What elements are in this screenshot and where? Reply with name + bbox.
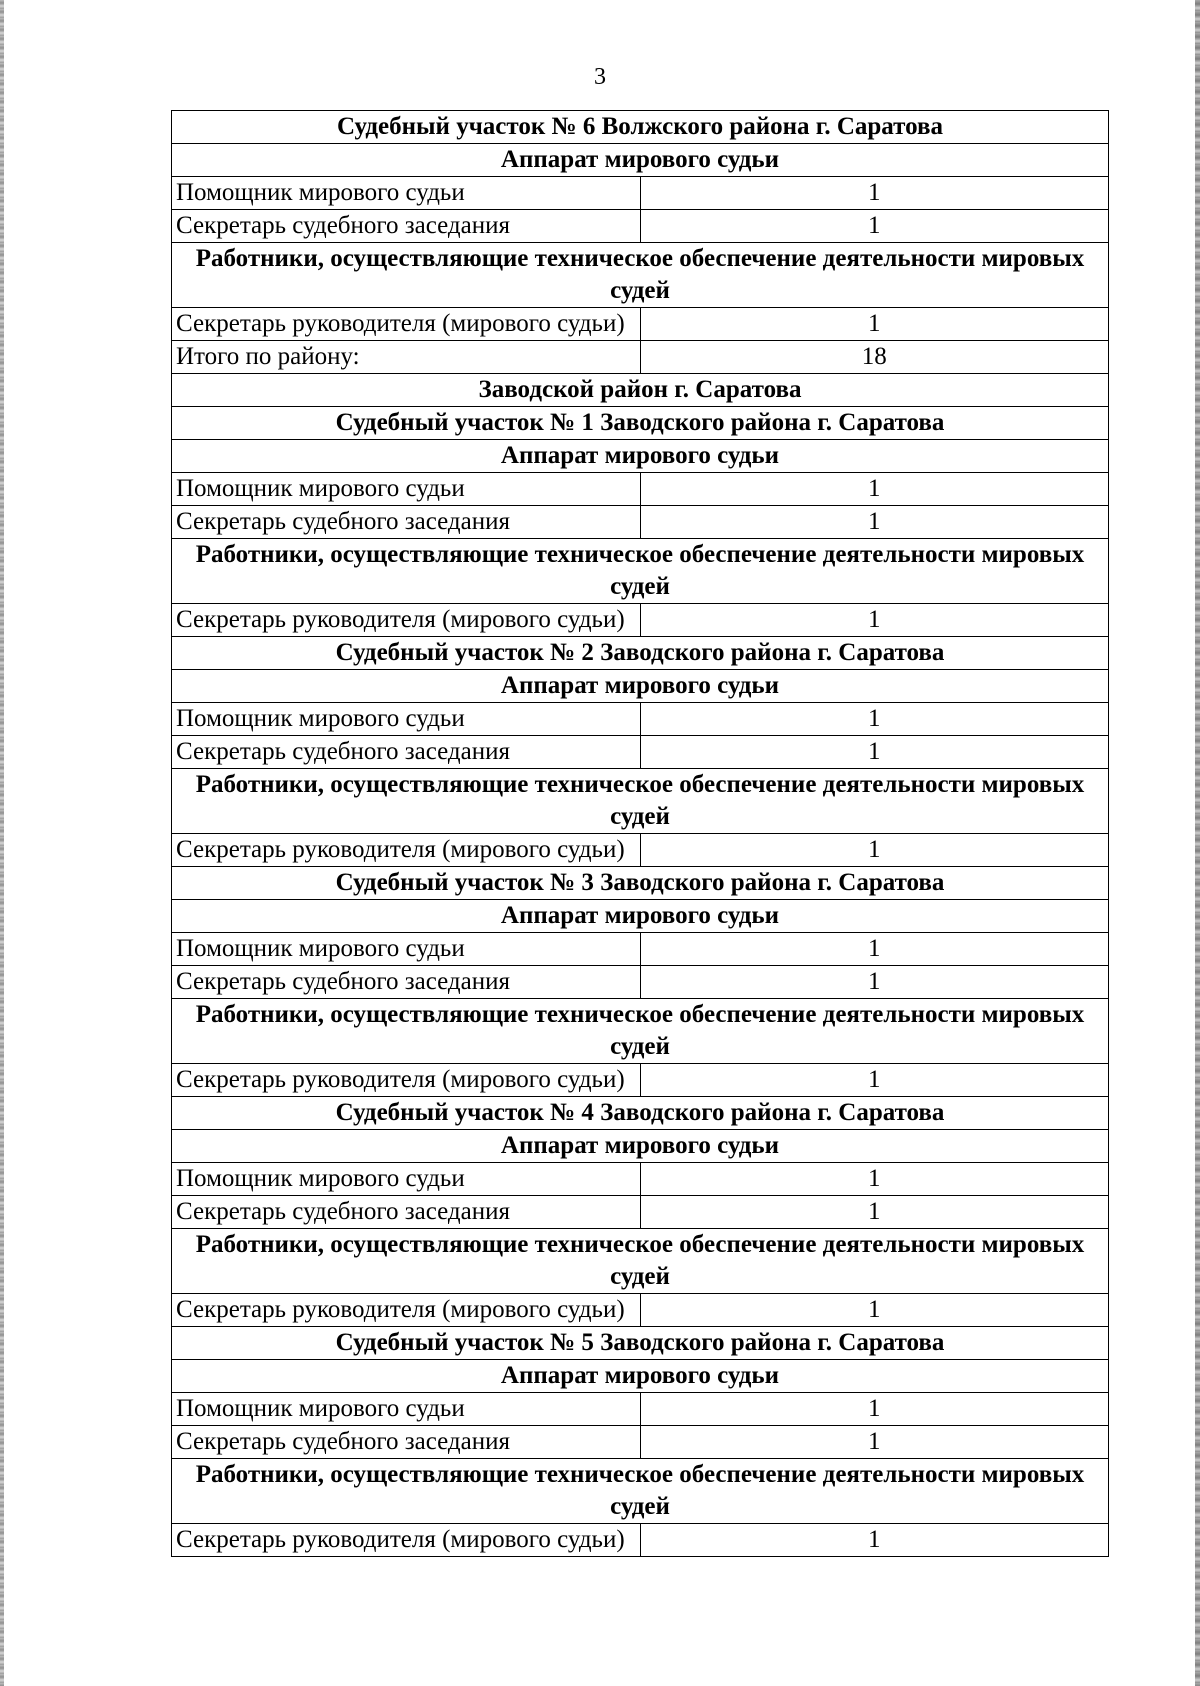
section-heading: Судебный участок № 1 Заводского района г. Саратова bbox=[172, 407, 1109, 440]
position-count: 1 bbox=[640, 966, 1109, 999]
position-label: Помощник мирового судьи bbox=[172, 933, 641, 966]
position-count: 1 bbox=[640, 1294, 1109, 1327]
position-label: Секретарь руководителя (мирового судьи) bbox=[172, 604, 641, 637]
table-row bbox=[172, 736, 1109, 769]
section-heading-row bbox=[172, 999, 1109, 1064]
position-count: 1 bbox=[640, 1064, 1109, 1097]
position-count: 1 bbox=[640, 703, 1109, 736]
position-label: Секретарь руководителя (мирового судьи) bbox=[172, 1294, 641, 1327]
section-heading-row bbox=[172, 1229, 1109, 1294]
position-label: Итого по району: bbox=[172, 341, 641, 374]
section-heading-row bbox=[172, 407, 1109, 440]
table-row bbox=[172, 473, 1109, 506]
table-row bbox=[172, 506, 1109, 539]
section-heading-row bbox=[172, 1130, 1109, 1163]
section-heading: Судебный участок № 2 Заводского района г. Саратова bbox=[172, 637, 1109, 670]
section-heading: Аппарат мирового судьи bbox=[172, 670, 1109, 703]
position-label: Секретарь судебного заседания bbox=[172, 736, 641, 769]
section-heading-row bbox=[172, 1459, 1109, 1524]
table-row bbox=[172, 1393, 1109, 1426]
scan-edge-right bbox=[1195, 0, 1200, 1686]
section-heading-row bbox=[172, 900, 1109, 933]
section-heading-row bbox=[172, 1327, 1109, 1360]
section-heading: Аппарат мирового судьи bbox=[172, 440, 1109, 473]
position-label: Секретарь руководителя (мирового судьи) bbox=[172, 834, 641, 867]
position-count: 1 bbox=[640, 473, 1109, 506]
position-label: Секретарь судебного заседания bbox=[172, 966, 641, 999]
section-heading: Заводской район г. Саратова bbox=[172, 374, 1109, 407]
table-row bbox=[172, 933, 1109, 966]
position-label: Помощник мирового судьи bbox=[172, 177, 641, 210]
position-label: Секретарь руководителя (мирового судьи) bbox=[172, 1524, 641, 1557]
section-heading: Судебный участок № 4 Заводского района г. Саратова bbox=[172, 1097, 1109, 1130]
position-count: 1 bbox=[640, 933, 1109, 966]
section-heading-row bbox=[172, 440, 1109, 473]
section-heading: Работники, осуществляющие техническое обеспечение деятельности мировых судей bbox=[172, 539, 1109, 604]
staff-table-body bbox=[172, 111, 1109, 1557]
section-heading: Аппарат мирового судьи bbox=[172, 1130, 1109, 1163]
table-row bbox=[172, 341, 1109, 374]
position-label: Помощник мирового судьи bbox=[172, 703, 641, 736]
section-heading: Аппарат мирового судьи bbox=[172, 1360, 1109, 1393]
position-label: Помощник мирового судьи bbox=[172, 473, 641, 506]
position-count: 1 bbox=[640, 1163, 1109, 1196]
page-number: 3 bbox=[594, 64, 606, 90]
table-row bbox=[172, 1064, 1109, 1097]
position-count: 1 bbox=[640, 1196, 1109, 1229]
section-heading: Работники, осуществляющие техническое обеспечение деятельности мировых судей bbox=[172, 999, 1109, 1064]
section-heading-row bbox=[172, 243, 1109, 308]
position-label: Помощник мирового судьи bbox=[172, 1393, 641, 1426]
position-count: 1 bbox=[640, 834, 1109, 867]
table-row bbox=[172, 1196, 1109, 1229]
table-row bbox=[172, 703, 1109, 736]
position-count: 1 bbox=[640, 177, 1109, 210]
section-heading-row bbox=[172, 670, 1109, 703]
section-heading-row bbox=[172, 374, 1109, 407]
section-heading: Судебный участок № 5 Заводского района г. Саратова bbox=[172, 1327, 1109, 1360]
table-row bbox=[172, 177, 1109, 210]
staff-table bbox=[171, 110, 1109, 1557]
table-row bbox=[172, 1294, 1109, 1327]
section-heading: Судебный участок № 3 Заводского района г. Саратова bbox=[172, 867, 1109, 900]
section-heading-row bbox=[172, 539, 1109, 604]
table-row bbox=[172, 1163, 1109, 1196]
section-heading-row bbox=[172, 769, 1109, 834]
position-count: 1 bbox=[640, 210, 1109, 243]
section-heading-row bbox=[172, 144, 1109, 177]
position-count: 1 bbox=[640, 1393, 1109, 1426]
position-label: Секретарь руководителя (мирового судьи) bbox=[172, 1064, 641, 1097]
table-row bbox=[172, 308, 1109, 341]
section-heading: Аппарат мирового судьи bbox=[172, 900, 1109, 933]
position-label: Секретарь судебного заседания bbox=[172, 210, 641, 243]
table-row bbox=[172, 210, 1109, 243]
scan-edge-left bbox=[0, 0, 4, 1686]
position-count: 1 bbox=[640, 1524, 1109, 1557]
section-heading: Судебный участок № 6 Волжского района г. Саратова bbox=[172, 111, 1109, 144]
table-row bbox=[172, 604, 1109, 637]
position-label: Помощник мирового судьи bbox=[172, 1163, 641, 1196]
section-heading-row bbox=[172, 1360, 1109, 1393]
position-count: 1 bbox=[640, 736, 1109, 769]
table-row bbox=[172, 834, 1109, 867]
section-heading: Работники, осуществляющие техническое обеспечение деятельности мировых судей bbox=[172, 1459, 1109, 1524]
position-count: 1 bbox=[640, 1426, 1109, 1459]
position-label: Секретарь судебного заседания bbox=[172, 506, 641, 539]
section-heading: Работники, осуществляющие техническое обеспечение деятельности мировых судей bbox=[172, 1229, 1109, 1294]
table-row bbox=[172, 1524, 1109, 1557]
position-count: 18 bbox=[640, 341, 1109, 374]
position-label: Секретарь судебного заседания bbox=[172, 1196, 641, 1229]
section-heading: Аппарат мирового судьи bbox=[172, 144, 1109, 177]
position-label: Секретарь руководителя (мирового судьи) bbox=[172, 308, 641, 341]
table-row bbox=[172, 1426, 1109, 1459]
section-heading: Работники, осуществляющие техническое обеспечение деятельности мировых судей bbox=[172, 243, 1109, 308]
position-count: 1 bbox=[640, 506, 1109, 539]
section-heading-row bbox=[172, 637, 1109, 670]
section-heading-row bbox=[172, 1097, 1109, 1130]
section-heading-row bbox=[172, 867, 1109, 900]
section-heading-row bbox=[172, 111, 1109, 144]
section-heading: Работники, осуществляющие техническое обеспечение деятельности мировых судей bbox=[172, 769, 1109, 834]
position-label: Секретарь судебного заседания bbox=[172, 1426, 641, 1459]
table-row bbox=[172, 966, 1109, 999]
position-count: 1 bbox=[640, 604, 1109, 637]
position-count: 1 bbox=[640, 308, 1109, 341]
